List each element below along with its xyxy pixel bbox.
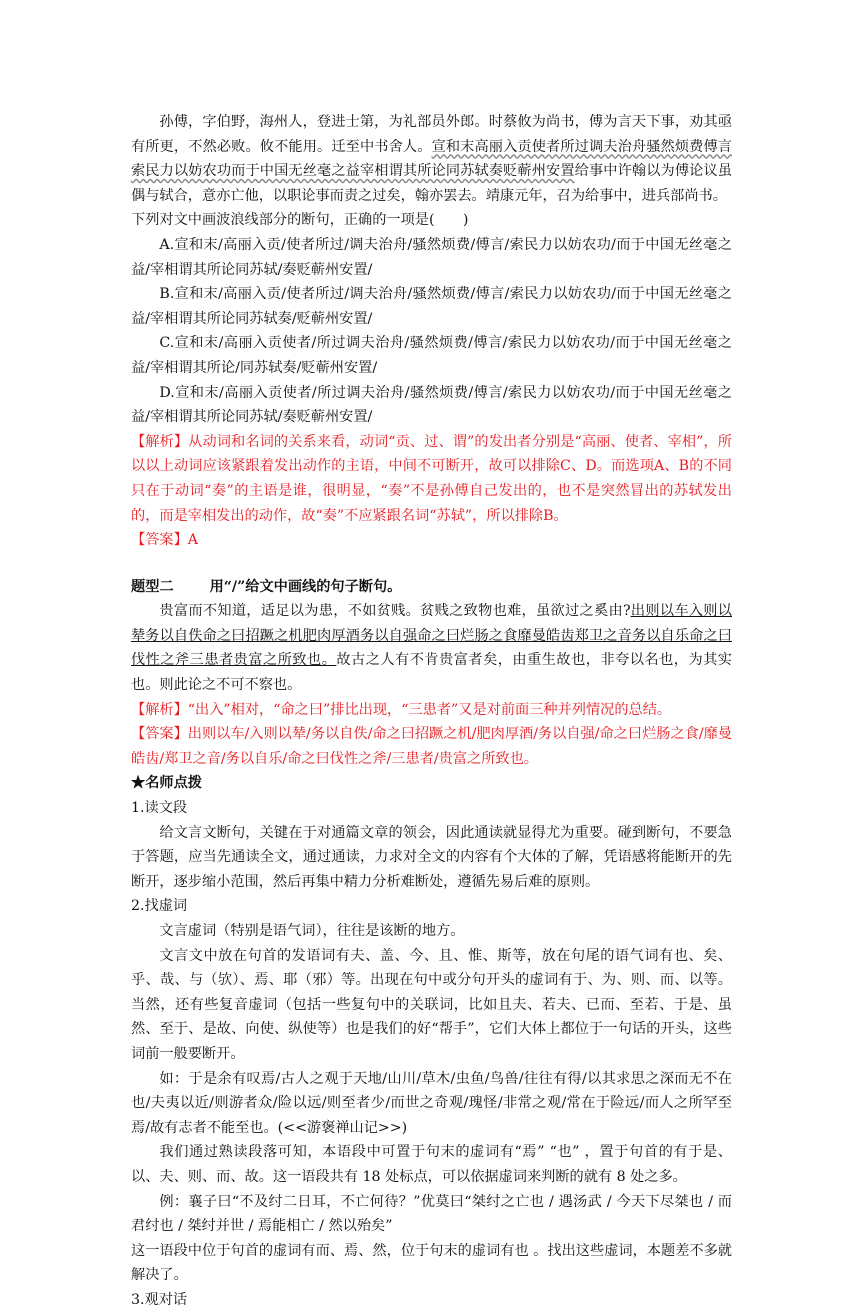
answer-1 [131,528,732,553]
passage-1-intro: 孙傅，字伯野，海州人，登进士第，为礼部员外郎。时蔡攸为尚书，傅为言天下事，劝其亟有所更，不然必败。攸不能用。迁至中书舍人。 [131,114,732,155]
option-a: A.宣和末/高丽入贡/使者所过/调夫治舟/骚然烦费/傅言/索民力以妨农功/而于中国无丝毫之益/宰相谓其所论同苏轼/奏贬蕲州安置/ [131,236,732,278]
tips-paragraph-2b: 文言文中放在句首的发语词有夫、盖、今、且、惟、斯等，放在句尾的语气词有也、矣、乎、哉、与（欤）、焉、耶（邪）等。出现在句中或分句开头的虚词有于、为、则、而、以等。当然，还有些复音虚词（包括一些复句中的关联词，比如且夫、若夫、已而、至若、于是、虽然、至于、是故、向使、纵使等）也是我们的好“帮手”，它们大体上都位于一句话的开头，这些词前一般要断开。 [131,947,732,1062]
passage-1-rest: 给事中许翰以为傅论议虽偶与轼合，意亦亡他，以职论事而责之过矣，翰亦罢去。靖康元年，召为给事中，进兵部尚书。 [131,163,732,204]
analysis-1 [131,430,732,528]
analysis-1-tag: 【解析】 [131,433,189,450]
tips-heading-3: 3.观对话 [131,1291,188,1308]
answer-1-text: A [187,532,199,549]
tips-example-1: 如：于是余有叹焉/古人之观于天地/山川/草木/虫鱼/鸟兽/往往有得/以其求思之深而无不在也/夫夷以近/则游者众/险以远/则至者少/而世之奇观/瑰怪/非常之观/常在于险远/而人之所罕至焉/故有志者不能至也。(<<游褒禅山记>>) [131,1070,732,1136]
analysis-2 [131,698,732,723]
option-c: C.宣和末/高丽入贡使者/所过调夫治舟/骚然烦费/傅言/索民力以妨农功/而于中国无丝毫之益/宰相谓其所论/同苏轼奏/贬蕲州安置/ [131,335,732,376]
passage-2-underlined: 出则以车入则以辇务以自佚命之曰招蹶之机肥肉厚酒务以自强命之曰烂肠之食靡曼皓齿郑卫之音务以自乐命之曰伐性之斧三患者贵富之所致也。 [131,603,732,669]
section-2-desc: 用“/”给文中画线的句子断句。 [209,578,402,595]
passage-1-wavy-text: 宣和末高丽入贡使者所过调夫治舟骚然烦费傅言索民力以妨农功而于中国无丝毫之益宰相谓其所论同苏轼奏贬蕲州安置 [131,138,732,180]
section-2-heading [131,575,732,600]
passage-2-post: 故古之人有不肯贵富者矣，由重生故也，非夸以名也，为其实也。则此论之不可不察也。 [131,652,732,694]
answer-2-text: 出则以车/入则以辇/务以自佚/命之曰招蹶之机/肥肉厚酒/务以自强/命之曰烂肠之食/靡曼皓齿/郑卫之音/务以自乐/命之曰伐性之斧/三患者/贵富之所致也。 [131,726,732,767]
answer-2 [131,722,732,771]
option-b: B.宣和末/高丽入贡/使者所过/调夫治舟/骚然烦费/傅言/索民力以妨农功/而于中国无丝毫之益/宰相谓其所论同苏轼奏/贬蕲州安置/ [131,286,732,327]
tips-paragraph-2f: 这一语段中位于句首的虚词有而、焉、然，位于句末的虚词有也 。找出这些虚词，本题差不多就解决了。 [131,1242,732,1284]
tips-example-2: 例：襄子曰“不及纣二日耳，不亡何待？”优莫曰“桀纣之亡也 / 遇汤武 / 今天下尽桀也 / 而君纣也 / 桀纣并世 / 焉能相亡 / 然以殆矣” [131,1193,732,1235]
analysis-1-text: 从动词和名词的关系来看，动词“贡、过、谓”的发出者分别是“高丽、使者、宰相”，所以以上动词应该紧跟着发出动作的主语，中间不可断开，故可以排除C、D。而选项A、B的不同只在于动词“奏”的主语是谁，很明显，“奏”不是孙傅自己发出的，也不是突然冒出的苏轼发出的，而是宰相发出的动作，故“奏”不应紧跟名词“苏轼”，所以排除B。 [131,433,732,524]
question-1: 下列对文中画波浪线部分的断句，正确的一项是( ) [131,212,469,229]
answer-2-tag: 【答案】 [131,726,188,743]
tips-title: ★名师点拨 [131,775,202,792]
passage-2 [131,599,732,697]
option-d: D.宣和末/高丽入贡使者/所过调夫治舟/骚然烦费/傅言/索民力以妨农功/而于中国无丝毫之益/宰相谓其所论同苏轼/奏贬蕲州安置/ [131,384,732,426]
section-2-title: 题型二 [131,578,174,595]
analysis-2-text: “出入”相对，“命之曰”排比出现，“三患者”又是对前面三种并列情况的总结。 [187,701,672,718]
tips-paragraph-1: 给文言文断句，关键在于对通篇文章的领会，因此通读就显得尤为重要。碰到断句，不要急于答题，应当先通读全文，通过通读，力求对全文的内容有个大体的了解，凭语感将能断开的先断开，逐步缩小范围，然后再集中精力分析难断处，遵循先易后难的原则。 [131,824,732,890]
analysis-2-tag: 【解析】 [131,701,188,718]
tips-paragraph-2d: 我们通过熟读段落可知，本语段中可置于句末的虚词有“焉” “也” ，置于句首的有于是、以、夫、则、而、故。这一语段共有 18 处标点，可以依据虚词来判断的就有 8 处之多。 [131,1144,732,1185]
passage-1 [131,110,732,208]
tips-heading-1: 1.读文段 [131,800,188,817]
passage-2-pre: 贵富而不知道，适足以为患，不如贫贱。贫贱之致物也难，虽欲过之奚由? [159,603,631,620]
spacer [131,553,732,575]
answer-1-tag: 【答案】 [131,532,188,549]
tips-paragraph-2a: 文言虚词（特别是语气词），往往是该断的地方。 [159,923,465,939]
tips-heading-2: 2.找虚词 [131,898,188,915]
